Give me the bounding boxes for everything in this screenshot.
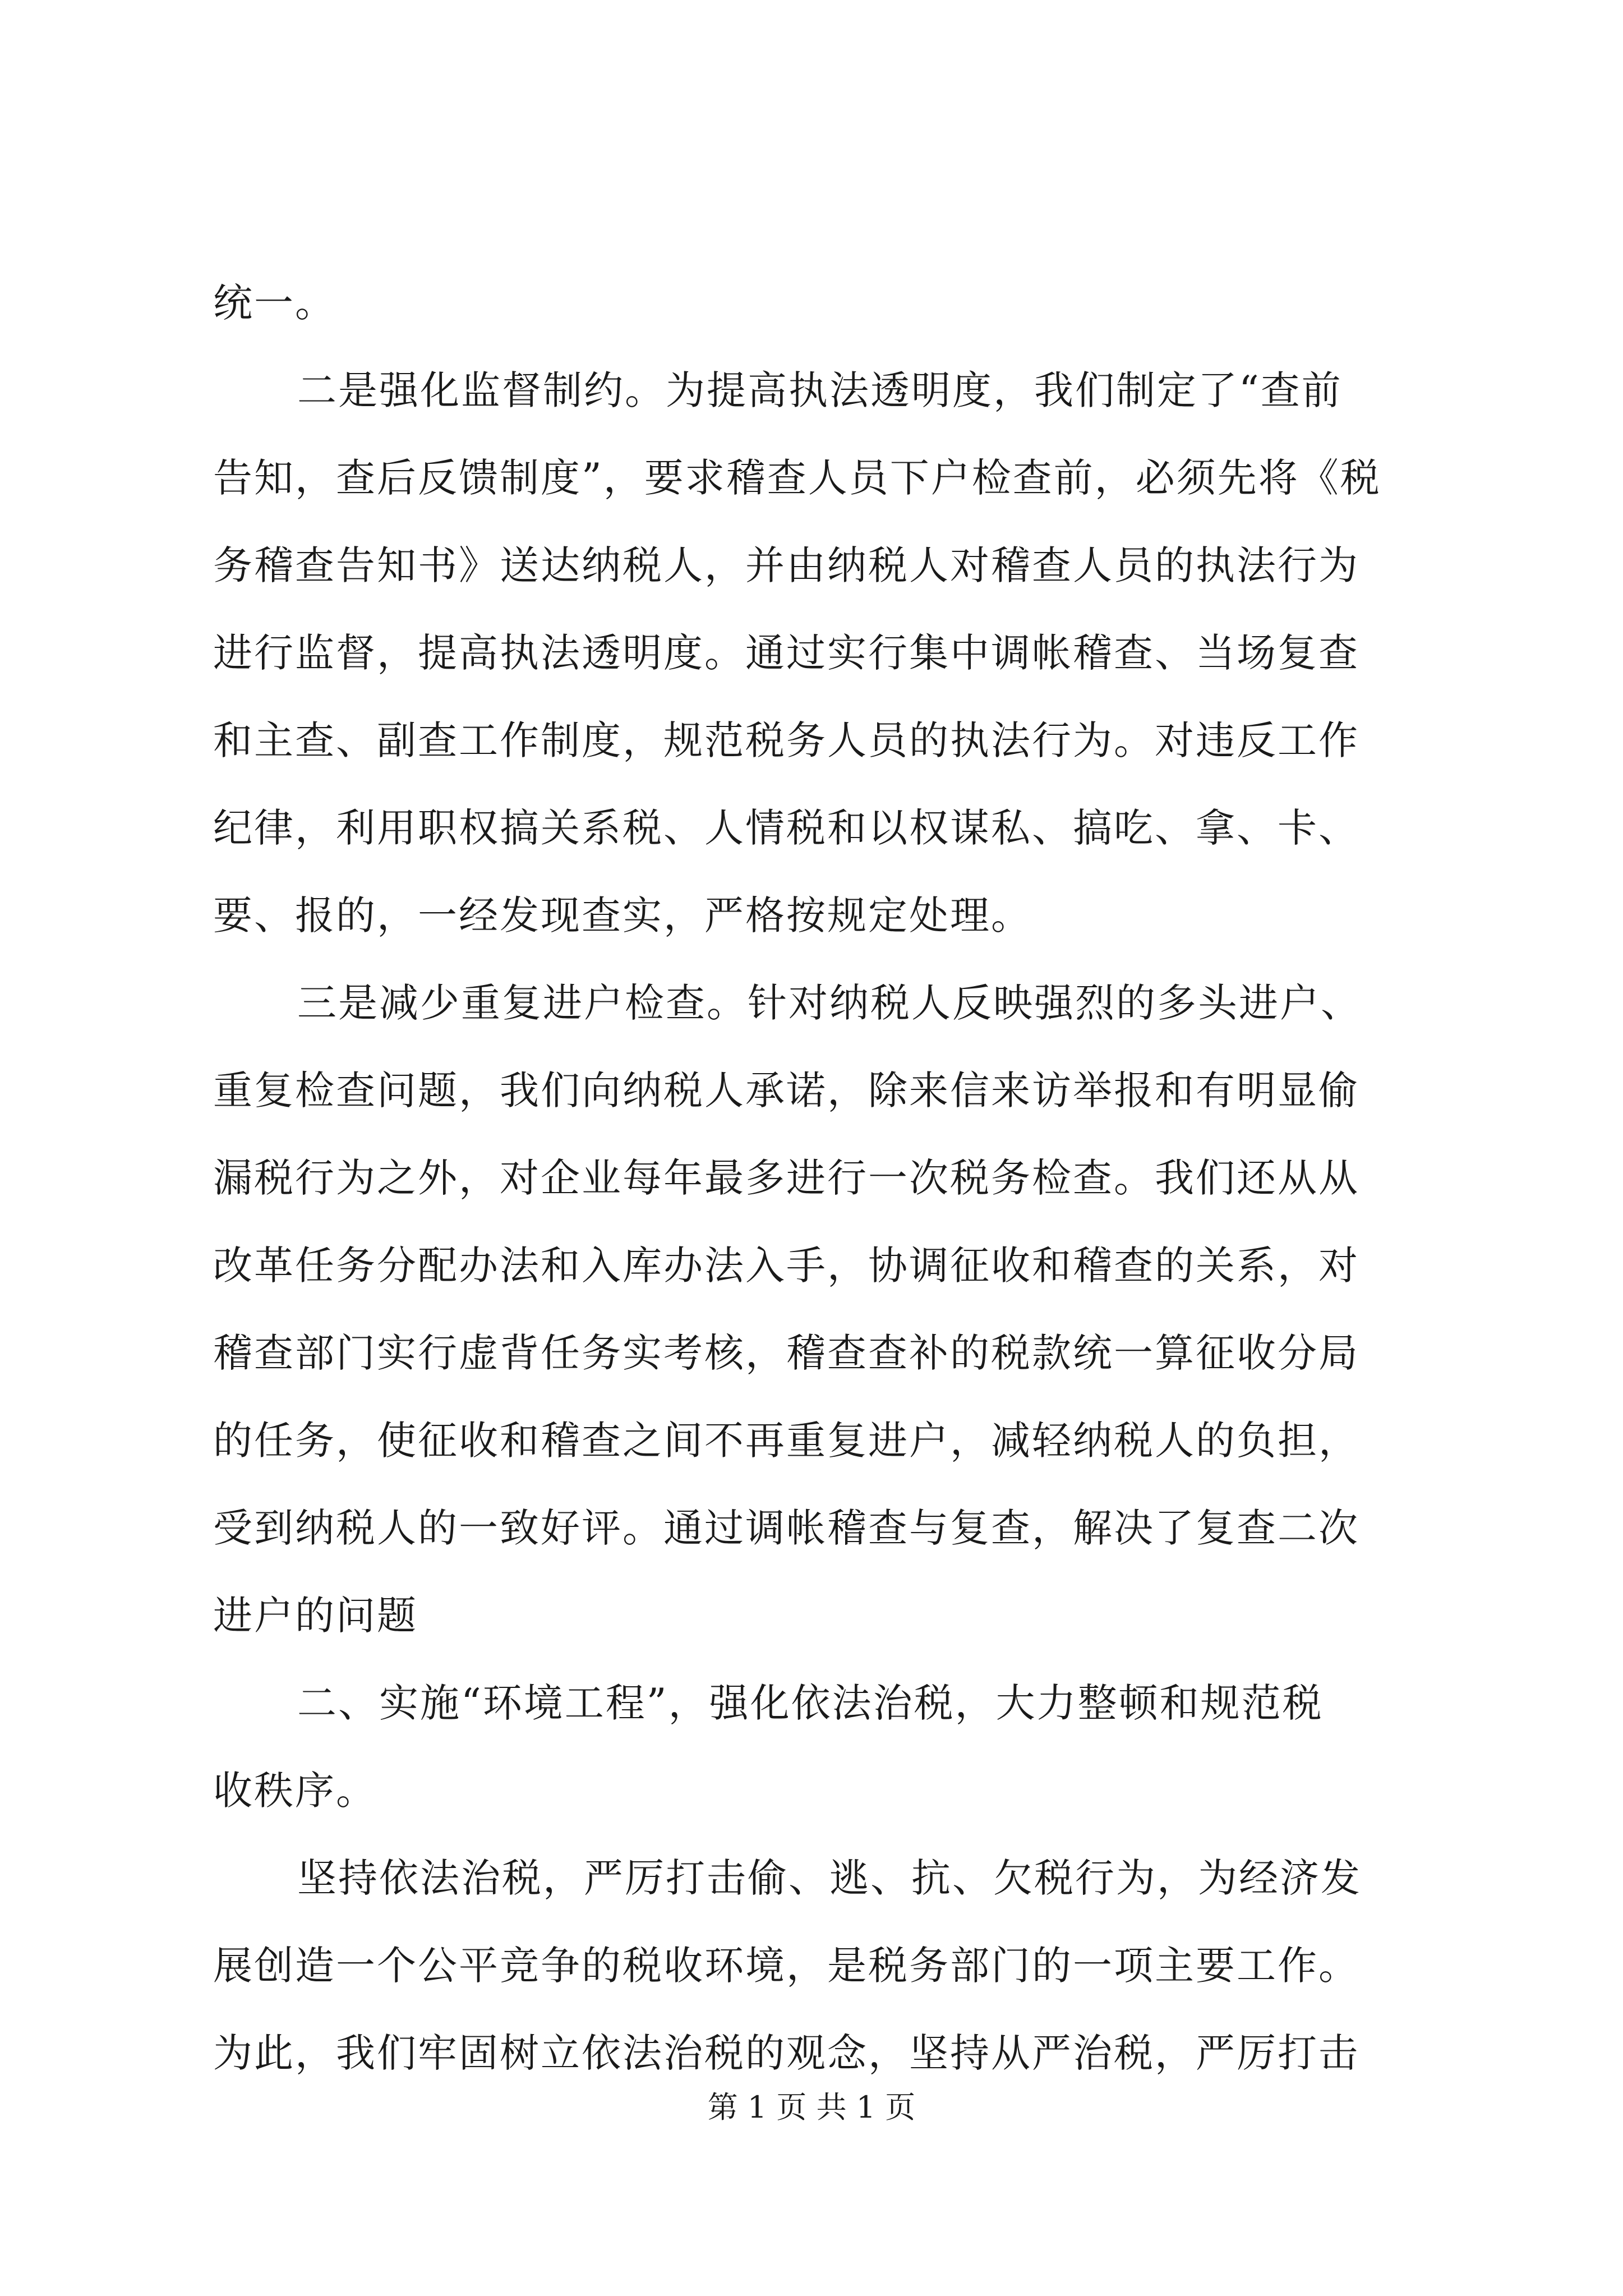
- text-line: 重复检查问题，我们向纳税人承诺，除来信来访举报和有明显偷: [213, 1068, 1359, 1114]
- text-line: 二是强化监督制约。为提高执法透明度，我们制定了“查前: [297, 367, 1343, 413]
- text-line: 统一。: [213, 280, 336, 326]
- text-line: 三是减少重复进户检查。针对纳税人反映强烈的多头进户、: [297, 980, 1362, 1026]
- text-line: 漏税行为之外，对企业每年最多进行一次税务检查。我们还从从: [213, 1155, 1359, 1201]
- text-line: 受到纳税人的一致好评。通过调帐稽查与复查，解决了复查二次: [213, 1505, 1359, 1551]
- text-line: 展创造一个公平竞争的税收环境，是税务部门的一项主要工作。: [213, 1943, 1359, 1989]
- text-line: 稽查部门实行虚背任务实考核，稽查查补的税款统一算征收分局: [213, 1330, 1359, 1376]
- text-line: 和主查、副查工作制度，规范税务人员的执法行为。对违反工作: [213, 717, 1359, 763]
- text-line: 为此，我们牢固树立依法治税的观念，坚持从严治税，严厉打击: [213, 2030, 1359, 2076]
- section-heading-line: 二、实施“环境工程”，强化依法治税，大力整顿和规范税: [297, 1680, 1324, 1726]
- text-line: 进行监督，提高执法透明度。通过实行集中调帐稽查、当场复查: [213, 630, 1359, 676]
- text-line: 纪律，利用职权搞关系税、人情税和以权谋私、搞吃、拿、卡、: [213, 805, 1359, 851]
- section-heading-line: 收秩序。: [213, 1768, 377, 1814]
- text-line: 坚持依法治税，严厉打击偷、逃、抗、欠税行为，为经济发: [297, 1855, 1362, 1901]
- text-line: 告知，查后反馈制度”，要求稽查人员下户检查前，必须先将《税: [213, 455, 1381, 501]
- text-line: 要、报的，一经发现查实，严格按规定处理。: [213, 892, 1032, 938]
- page-number-footer: 第 1 页 共 1 页: [707, 2090, 916, 2125]
- text-line: 进户的问题: [213, 1593, 418, 1639]
- text-line: 的任务，使征收和稽查之间不再重复进户，减轻纳税人的负担，: [213, 1418, 1359, 1464]
- text-line: 务稽查告知书》送达纳税人，并由纳税人对稽查人员的执法行为: [213, 542, 1359, 588]
- text-line: 改革任务分配办法和入库办法入手，协调征收和稽查的关系，对: [213, 1243, 1359, 1289]
